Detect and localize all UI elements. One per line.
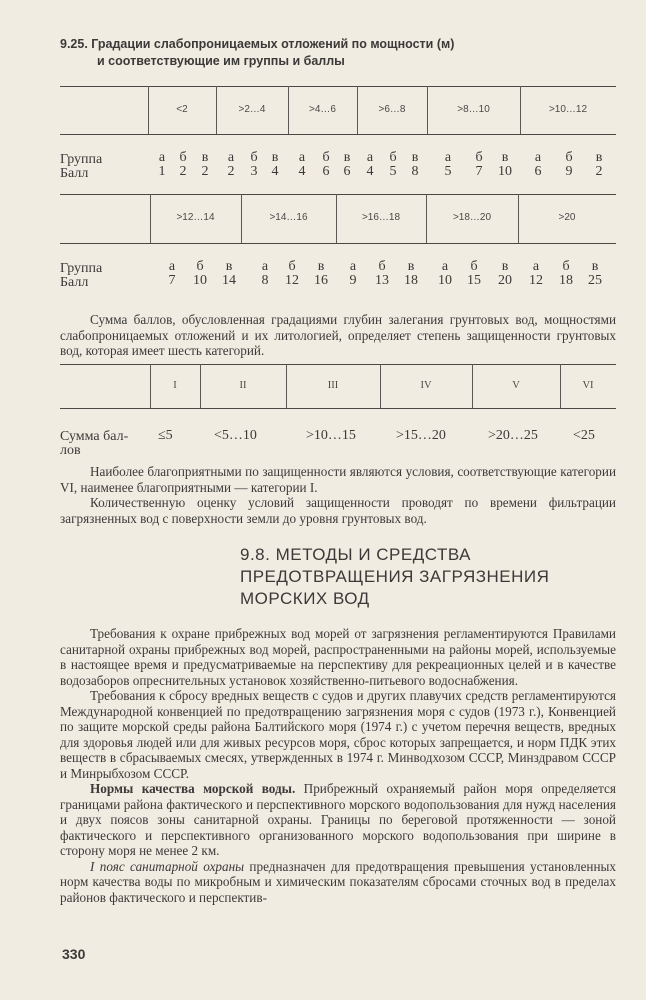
section-heading-line-1: 9.8. МЕТОДЫ И СРЕДСТВА [240, 545, 471, 564]
caption-line-1: Градации слабопроницаемых отложений по мощности (м) [91, 37, 455, 51]
table2-score-cell: 13 [375, 273, 389, 288]
paragraph-categories [60, 464, 616, 526]
section-heading [240, 544, 600, 610]
norms-heading: Нормы качества морской воды. [90, 781, 296, 796]
paragraph-categories-b: Количественную оценку условий защищенности проводят по времени фильтрации загрязненных вод с поверхности земли до уровня грунтовых вод. [60, 495, 616, 526]
table2-header-cell: >12…14 [176, 212, 215, 223]
table2-group-cell: в [225, 259, 233, 274]
table2-header-rule [60, 243, 616, 244]
table2-top-rule [60, 194, 616, 195]
table2-score-cell: 7 [168, 273, 176, 288]
table3-value-cell: >15…20 [396, 428, 446, 443]
body-paragraph-1: Требования к охране прибрежных вод морей от загрязнения регламентируются Правилами санитарной охраны прибрежных вод морей, распространенными на районы морей, используемые в настоящее время и предусматриваемые на перспективу для рекреационных целей и в качестве водозаборов опреснительных установок хозяйственно-питьевого водоснабжения. [60, 626, 616, 688]
table1-group-cell: б [322, 150, 330, 165]
page-number: 330 [62, 946, 86, 962]
table2-group-cell: в [501, 259, 509, 274]
table3-top-rule [60, 364, 616, 365]
table3-value-cell: <5…10 [214, 428, 257, 443]
table1-score-cell: 7 [475, 164, 483, 179]
table2-group-cell: в [591, 259, 599, 274]
table2-group-cell: в [407, 259, 415, 274]
table1-score-cell: 9 [565, 164, 573, 179]
table2-group-label: Группа [60, 261, 103, 276]
table1-score-cell: 2 [227, 164, 235, 179]
table2-score-cell: 20 [498, 273, 512, 288]
table1-header-cell: >6…8 [378, 104, 406, 115]
table1-group-cell: в [343, 150, 351, 165]
paragraph-sum [60, 312, 616, 359]
table1-score-cell: 4 [271, 164, 279, 179]
table2-score-cell: 15 [467, 273, 481, 288]
table3-value-cell: ≤5 [158, 428, 173, 443]
table1-group-cell: в [411, 150, 419, 165]
table1-score-cell: 4 [298, 164, 306, 179]
table1-group-cell: в [595, 150, 603, 165]
table1-score-cell: 5 [389, 164, 397, 179]
table1-score-label: Балл [60, 166, 89, 181]
table2-score-cell: 12 [285, 273, 299, 288]
table1-score-cell: 3 [250, 164, 258, 179]
table1-score-cell: 1 [158, 164, 166, 179]
table1-group-cell: а [227, 150, 235, 165]
table2-group-cell: б [378, 259, 386, 274]
table1-header-cell: >2…4 [238, 104, 266, 115]
table1-group-cell: в [201, 150, 209, 165]
table2-score-cell: 9 [349, 273, 357, 288]
table2-group-cell: а [261, 259, 269, 274]
table3-row-label: Сумма бал- [60, 429, 129, 444]
table-number: 9.25. [60, 37, 88, 51]
table2-group-cell: а [532, 259, 540, 274]
table3-header-cell: IV [420, 380, 432, 391]
table-caption [60, 36, 620, 70]
table2-group-cell: б [470, 259, 478, 274]
table2-score-cell: 18 [559, 273, 573, 288]
table2-group-cell: а [349, 259, 357, 274]
table2-score-cell: 8 [261, 273, 269, 288]
table1-header-rule [60, 134, 616, 135]
table3-header-cell: II [239, 380, 247, 391]
table2-header-cell: >18…20 [452, 212, 492, 223]
table2-score-cell: 12 [529, 273, 543, 288]
caption-line-2: и соответствующие им группы и баллы [97, 54, 345, 68]
table1-group-cell: а [534, 150, 542, 165]
table1-group-cell: а [366, 150, 374, 165]
paragraph-categories-a: Наиболее благоприятными по защищенности являются условия, соответствующие категории VI, наименее благоприятными — категории I. [60, 464, 616, 495]
table2-score-cell: 18 [404, 273, 418, 288]
table2-group-cell: а [168, 259, 176, 274]
table1-score-cell: 2 [595, 164, 603, 179]
body-paragraph-2: Требования к сбросу вредных веществ с судов и других плавучих средств регламентируются Международной конвенцией по предотвращению загрязнения моря с судов (1973 г.), Конвенцией по защите морской среды района Балтийского моря (1974 г.) с учетом перечня веществ, вредных для здоровья людей или для живых ресурсов моря, сброс которых запрещается, и норм ПДК этих веществ в сбрасываемых смесях, утвержденных в 1974 г. Минводхозом СССР, Минздравом СССР и Минрыбхозом СССР. [60, 688, 616, 781]
table1-score-cell: 5 [444, 164, 452, 179]
table2-score-cell: 25 [588, 273, 602, 288]
table1-group-cell: б [179, 150, 187, 165]
table1-header-cell: <2 [176, 104, 188, 115]
body-paragraph-4 [60, 859, 616, 906]
table1-score-cell: 2 [201, 164, 209, 179]
section-heading-line-2: ПРЕДОТВРАЩЕНИЯ ЗАГРЯЗНЕНИЯ [240, 567, 550, 586]
table2-group-cell: а [441, 259, 449, 274]
paragraph-sum-text: Сумма баллов, обусловленная градациями глубин залегания грунтовых вод, мощностями слабопроницаемых отложений и их литологией, определяет степень защищенности грунтовых вод, которая имеет шесть категорий. [60, 312, 616, 358]
table2-header-cell: >14…16 [269, 212, 308, 223]
table2-score-cell: 14 [222, 273, 236, 288]
table1-score-cell: 6 [534, 164, 542, 179]
table2-header-cell: >20 [558, 212, 576, 223]
table2-header-cell: >16…18 [361, 212, 401, 223]
table3-value-cell: >10…15 [306, 428, 356, 443]
body-paragraph-4-text: предназначен для предотвращения превышения установленных норм качества воды по микробным и химическим показателям сбросами сточных вод в пределах районов фактического и перспектив- [60, 858, 616, 905]
body-paragraph-3-text: Прибрежный охраняемый район моря определяется границами района фактического и перспективного морского водопользования для нужд населения и двух поясов зоны санитарной охраны. Границы по береговой протяженности — зоной фактического и перспективного организованного морского водопользования при ширине в сторону моря не менее 2 км. [60, 781, 616, 858]
table1-score-cell: 4 [366, 164, 374, 179]
table1-group-cell: в [271, 150, 279, 165]
table1-group-label: Группа [60, 152, 103, 167]
table1-score-cell: 2 [179, 164, 187, 179]
table2-group-cell: в [317, 259, 325, 274]
table3-header-cell: III [327, 380, 339, 391]
table3-header-rule [60, 408, 616, 409]
table2-group-cell: б [288, 259, 296, 274]
table2-group-cell: б [562, 259, 570, 274]
table1-top-rule [60, 86, 616, 87]
table1-score-cell: 6 [343, 164, 351, 179]
table1-header-cell: >8…10 [457, 104, 490, 115]
table1-group-cell: а [298, 150, 306, 165]
table3-row-label-cont: лов [60, 443, 81, 458]
table2-score-cell: 16 [314, 273, 328, 288]
table3-value-cell: >20…25 [488, 428, 538, 443]
table3-header-cell: V [512, 380, 520, 391]
table3-header-cell: VI [582, 380, 594, 391]
table3-header-cell: I [173, 380, 177, 391]
table1-group-cell: а [444, 150, 452, 165]
table1-score-cell: 10 [498, 164, 512, 179]
table2-score-cell: 10 [193, 273, 207, 288]
table3-value-cell: <25 [573, 428, 595, 443]
table1-group-cell: б [475, 150, 483, 165]
table1-score-cell: 6 [322, 164, 330, 179]
table1-group-cell: б [250, 150, 258, 165]
table1-group-cell: б [389, 150, 397, 165]
zone-term: I пояс санитарной охраны [90, 858, 245, 874]
table2-score-cell: 10 [438, 273, 452, 288]
body-paragraph-3 [60, 781, 616, 859]
table2-score-label: Балл [60, 275, 89, 290]
table1-score-cell: 8 [411, 164, 419, 179]
table2-group-cell: б [196, 259, 204, 274]
table1-header-cell: >4…6 [309, 104, 336, 115]
table1-group-cell: б [565, 150, 573, 165]
table1-header-cell: >10…12 [548, 104, 588, 115]
table1-group-cell: в [501, 150, 509, 165]
section-body [60, 626, 616, 905]
table1-group-cell: а [158, 150, 166, 165]
section-heading-line-3: МОРСКИХ ВОД [240, 589, 370, 608]
